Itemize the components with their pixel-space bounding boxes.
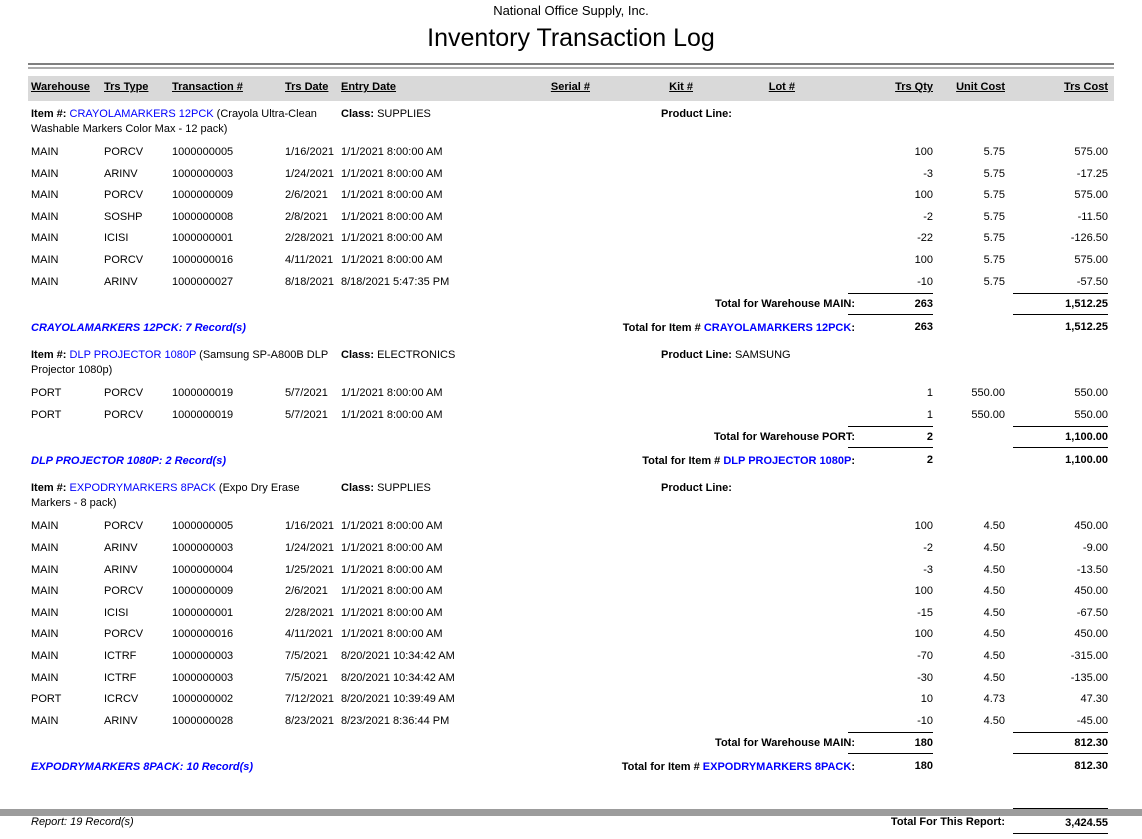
cell-trs-qty: -22: [917, 232, 933, 245]
item-total-prefix: Total for Item #: [642, 455, 721, 468]
cell-warehouse: MAIN: [31, 714, 59, 727]
cell-trs-date: 8/18/2021: [285, 275, 334, 288]
cell-unit-cost: 5.75: [983, 189, 1005, 202]
cell-trs-date: 1/16/2021: [285, 520, 334, 533]
cell-trs-type: PORCV: [104, 628, 144, 641]
cell-trs-date: 2/6/2021: [285, 189, 328, 202]
cell-trs-qty: -70: [917, 649, 933, 662]
warehouse-total-cost: 812.30: [1013, 732, 1108, 754]
item-total-label: [455, 761, 855, 773]
cell-transaction: 1000000004: [172, 563, 234, 576]
cell-transaction: 1000000001: [172, 232, 234, 245]
cell-trs-cost: 575.00: [1074, 146, 1108, 158]
cell-unit-cost: 5.75: [983, 167, 1005, 180]
product-line-value: SAMSUNG: [734, 349, 791, 362]
cell-transaction: 1000000016: [172, 628, 234, 641]
cell-warehouse: MAIN: [31, 541, 59, 554]
cell-transaction: 1000000001: [172, 606, 234, 619]
item-info: [31, 107, 331, 137]
item-info: [31, 348, 331, 378]
column-header-unit-cost: Unit Cost: [956, 81, 1005, 93]
item-total-cost: 812.30: [1074, 760, 1108, 773]
transaction-row: [0, 272, 1142, 294]
item-total-code-link[interactable]: DLP PROJECTOR 1080P: [723, 455, 852, 468]
item-code-link[interactable]: CRAYOLAMARKERS 12PCK: [69, 108, 214, 120]
item-total-prefix: Total for Item #: [622, 322, 701, 335]
cell-trs-type: ICISI: [104, 232, 129, 245]
cell-trs-cost: 450.00: [1074, 520, 1108, 533]
cell-entry-date: 1/1/2021 8:00:00 AM: [341, 253, 443, 266]
sections: [0, 107, 1142, 778]
item-info: [31, 481, 331, 511]
item-total-row: [0, 317, 1142, 339]
cell-transaction: 1000000027: [172, 275, 234, 288]
cell-unit-cost: 4.50: [983, 671, 1005, 684]
cell-trs-type: ARINV: [104, 563, 138, 576]
cell-trs-qty: -2: [923, 210, 933, 223]
cell-unit-cost: 4.50: [983, 714, 1005, 727]
cell-entry-date: 1/1/2021 8:00:00 AM: [341, 563, 443, 576]
class-label: Class:: [341, 482, 375, 495]
item-product-line: [661, 348, 791, 363]
cell-entry-date: 8/20/2021 10:34:42 AM: [341, 649, 455, 662]
section-rows: [0, 516, 1142, 732]
column-header-lot: Lot #: [768, 81, 795, 93]
transaction-row: [0, 624, 1142, 646]
cell-trs-qty: -10: [917, 714, 933, 727]
transaction-row: [0, 603, 1142, 625]
cell-entry-date: 8/20/2021 10:34:42 AM: [341, 671, 455, 684]
transaction-row: [0, 228, 1142, 250]
cell-warehouse: MAIN: [31, 189, 59, 202]
cell-trs-date: 2/28/2021: [285, 606, 334, 619]
cell-transaction: 1000000019: [172, 408, 234, 421]
cell-entry-date: 1/1/2021 8:00:00 AM: [341, 167, 443, 180]
class-value: ELECTRONICS: [377, 349, 456, 362]
item-number-label: Item #:: [31, 349, 67, 362]
item-section: [0, 107, 1142, 339]
cell-trs-qty: -30: [917, 671, 933, 684]
warehouse-total-row: [0, 426, 1142, 449]
cell-trs-type: ICTRF: [104, 671, 137, 684]
item-total-qty: 2: [926, 454, 933, 467]
cell-trs-qty: -3: [923, 167, 933, 180]
cell-trs-date: 2/8/2021: [285, 210, 328, 223]
cell-trs-type: ICTRF: [104, 649, 137, 662]
cell-unit-cost: 4.50: [983, 606, 1005, 619]
cell-unit-cost: 4.73: [983, 693, 1005, 706]
cell-trs-cost: 575.00: [1074, 253, 1108, 266]
cell-trs-cost: -315.00: [1070, 649, 1108, 662]
cell-trs-date: 7/12/2021: [285, 693, 334, 706]
cell-entry-date: 1/1/2021 8:00:00 AM: [341, 387, 443, 400]
transaction-row: [0, 689, 1142, 711]
cell-warehouse: MAIN: [31, 585, 59, 598]
cell-warehouse: MAIN: [31, 167, 59, 180]
cell-transaction: 1000000003: [172, 541, 234, 554]
warehouse-total-label: Total for Warehouse MAIN:: [715, 298, 855, 311]
column-header-serial: Serial #: [550, 81, 590, 93]
cell-trs-cost: -9.00: [1082, 541, 1108, 554]
cell-warehouse: MAIN: [31, 253, 59, 266]
transaction-row: [0, 207, 1142, 229]
cell-trs-cost: -57.50: [1076, 275, 1108, 288]
cell-entry-date: 1/1/2021 8:00:00 AM: [341, 628, 443, 641]
item-class: [341, 107, 431, 122]
cell-warehouse: MAIN: [31, 275, 59, 288]
cell-trs-date: 1/25/2021: [285, 563, 334, 576]
warehouse-total-row: [0, 293, 1142, 316]
cell-trs-date: 4/11/2021: [285, 253, 334, 266]
cell-warehouse: PORT: [31, 408, 62, 421]
cell-trs-cost: 575.00: [1074, 189, 1108, 202]
cell-trs-qty: 1: [926, 408, 933, 421]
transaction-row: [0, 581, 1142, 603]
transaction-row: [0, 383, 1142, 405]
cell-transaction: 1000000019: [172, 387, 234, 400]
cell-entry-date: 1/1/2021 8:00:00 AM: [341, 146, 443, 158]
cell-transaction: 1000000016: [172, 253, 234, 266]
transaction-row: [0, 164, 1142, 186]
item-section: [0, 348, 1142, 472]
cell-unit-cost: 5.75: [983, 210, 1005, 223]
transaction-row: [0, 668, 1142, 690]
warehouse-total-row: [0, 732, 1142, 755]
cell-transaction: 1000000002: [172, 693, 234, 706]
cell-trs-qty: 100: [914, 253, 933, 266]
cell-trs-cost: -45.00: [1076, 714, 1108, 727]
cell-trs-qty: 100: [914, 585, 933, 598]
cell-warehouse: PORT: [31, 693, 62, 706]
cell-entry-date: 1/1/2021 8:00:00 AM: [341, 541, 443, 554]
cell-warehouse: MAIN: [31, 649, 59, 662]
cell-trs-type: ICRCV: [104, 693, 139, 706]
cell-trs-qty: 1: [926, 387, 933, 400]
cell-entry-date: 8/20/2021 10:39:49 AM: [341, 693, 455, 706]
report-total-label: Total For This Report:: [890, 816, 1005, 829]
item-total-colon: :: [851, 761, 855, 774]
cell-unit-cost: 4.50: [983, 649, 1005, 662]
product-line-label: Product Line:: [661, 482, 732, 495]
transaction-row: [0, 538, 1142, 560]
item-code-link[interactable]: EXPODRYMARKERS 8PACK: [69, 482, 216, 495]
cell-entry-date: 1/1/2021 8:00:00 AM: [341, 210, 443, 223]
column-header-trs-date: Trs Date: [285, 81, 329, 93]
cell-unit-cost: 4.50: [983, 628, 1005, 641]
cell-unit-cost: 5.75: [983, 232, 1005, 245]
cell-trs-cost: 550.00: [1074, 387, 1108, 400]
cell-trs-date: 5/7/2021: [285, 408, 328, 421]
cell-transaction: 1000000009: [172, 189, 234, 202]
cell-warehouse: MAIN: [31, 671, 59, 684]
item-description: (Expo Dry Erase Markers - 8 pack): [31, 482, 300, 510]
cell-trs-cost: 550.00: [1074, 408, 1108, 421]
item-total-cost: 1,100.00: [1065, 454, 1108, 467]
item-total-colon: :: [851, 455, 855, 468]
cell-trs-date: 1/16/2021: [285, 146, 334, 158]
transaction-row: [0, 516, 1142, 538]
cell-transaction: 1000000005: [172, 146, 234, 158]
item-total-code-link[interactable]: CRAYOLAMARKERS 12PCK: [703, 322, 852, 335]
item-record-count: EXPODRYMARKERS 8PACK: 10 Record(s): [31, 761, 254, 774]
cell-transaction: 1000000003: [172, 167, 234, 180]
cell-entry-date: 8/23/2021 8:36:44 PM: [341, 714, 450, 727]
item-product-line: [661, 481, 732, 496]
column-header-warehouse: Warehouse: [31, 81, 90, 93]
cell-warehouse: MAIN: [31, 563, 59, 576]
cell-unit-cost: 4.50: [983, 585, 1005, 598]
item-header: [0, 348, 1142, 379]
cell-transaction: 1000000003: [172, 671, 234, 684]
cell-trs-date: 7/5/2021: [285, 649, 328, 662]
cell-trs-cost: -126.50: [1070, 232, 1108, 245]
cell-trs-cost: 47.30: [1080, 693, 1108, 706]
cell-unit-cost: 4.50: [983, 541, 1005, 554]
class-label: Class:: [341, 108, 375, 120]
divider-line-bottom: [28, 67, 1114, 69]
product-line-label: Product Line:: [661, 349, 732, 362]
item-section: [0, 481, 1142, 778]
transaction-row: [0, 185, 1142, 207]
transaction-row: [0, 711, 1142, 733]
cell-trs-cost: -135.00: [1070, 671, 1108, 684]
item-record-count: DLP PROJECTOR 1080P: 2 Record(s): [31, 455, 227, 468]
cell-entry-date: 1/1/2021 8:00:00 AM: [341, 232, 443, 245]
transaction-row: [0, 250, 1142, 272]
cell-warehouse: MAIN: [31, 146, 59, 158]
cell-trs-qty: 100: [914, 146, 933, 158]
cell-trs-qty: -2: [923, 541, 933, 554]
cell-trs-type: SOSHP: [104, 210, 143, 223]
transaction-row: [0, 142, 1142, 164]
cell-trs-type: ARINV: [104, 167, 138, 180]
cell-unit-cost: 5.75: [983, 253, 1005, 266]
cell-trs-cost: 450.00: [1074, 628, 1108, 641]
cell-transaction: 1000000009: [172, 585, 234, 598]
class-value: SUPPLIES: [377, 108, 431, 120]
column-header-trs-qty: Trs Qty: [895, 81, 933, 93]
cell-trs-date: 1/24/2021: [285, 167, 334, 180]
cell-trs-type: PORCV: [104, 387, 144, 400]
column-header-entry-date: Entry Date: [341, 81, 397, 93]
item-total-row: [0, 450, 1142, 472]
item-product-line: [661, 107, 732, 122]
cell-trs-qty: 10: [920, 693, 933, 706]
item-class: [341, 481, 431, 496]
transaction-row: [0, 560, 1142, 582]
cell-warehouse: MAIN: [31, 606, 59, 619]
class-label: Class:: [341, 349, 375, 362]
cell-trs-type: PORCV: [104, 253, 144, 266]
item-total-row: [0, 756, 1142, 778]
cell-unit-cost: 550.00: [971, 408, 1005, 421]
cell-trs-type: PORCV: [104, 585, 144, 598]
item-class: [341, 348, 455, 363]
item-code-link[interactable]: DLP PROJECTOR 1080P: [69, 349, 197, 362]
cell-trs-cost: 450.00: [1074, 585, 1108, 598]
cell-warehouse: MAIN: [31, 520, 59, 533]
cell-unit-cost: 5.75: [983, 275, 1005, 288]
item-total-qty: 180: [914, 760, 933, 773]
product-line-label: Product Line:: [661, 108, 732, 120]
column-header-trs-cost: Trs Cost: [1063, 81, 1108, 93]
cell-trs-qty: -3: [923, 563, 933, 576]
cell-trs-date: 1/24/2021: [285, 541, 334, 554]
cell-trs-qty: -15: [917, 606, 933, 619]
cell-trs-cost: -67.50: [1076, 606, 1108, 619]
item-description: (Crayola Ultra-Clean Washable Markers Color Max - 12 pack): [31, 108, 317, 135]
report-title: Inventory Transaction Log: [427, 24, 715, 52]
cell-trs-date: 8/23/2021: [285, 714, 334, 727]
company-name: National Office Supply, Inc.: [493, 3, 649, 18]
item-record-count: CRAYOLAMARKERS 12PCK: 7 Record(s): [31, 322, 246, 335]
cell-trs-date: 2/28/2021: [285, 232, 334, 245]
cell-trs-type: ARINV: [104, 714, 138, 727]
cell-entry-date: 8/18/2021 5:47:35 PM: [341, 275, 450, 288]
cell-trs-cost: -11.50: [1077, 210, 1108, 223]
cell-trs-cost: -13.50: [1076, 563, 1108, 576]
cell-trs-date: 2/6/2021: [285, 585, 328, 598]
cell-trs-type: ICISI: [104, 606, 129, 619]
warehouse-total-label: Total for Warehouse PORT:: [713, 431, 855, 444]
cell-trs-date: 4/11/2021: [285, 628, 334, 641]
item-total-cost: 1,512.25: [1065, 321, 1108, 334]
cell-entry-date: 1/1/2021 8:00:00 AM: [341, 189, 443, 202]
cell-warehouse: PORT: [31, 387, 62, 400]
column-header-trs-type: Trs Type: [104, 81, 149, 93]
warehouse-total-qty: 180: [848, 732, 933, 754]
warehouse-total-cost: 1,512.25: [1013, 293, 1108, 315]
item-total-colon: :: [851, 322, 855, 335]
cell-unit-cost: 5.75: [983, 146, 1005, 158]
item-header: [0, 481, 1142, 512]
item-total-label: [455, 322, 855, 334]
cell-transaction: 1000000028: [172, 714, 234, 727]
report-total-value: 3,424.55: [1013, 808, 1108, 834]
item-number-label: Item #:: [31, 482, 67, 495]
cell-entry-date: 1/1/2021 8:00:00 AM: [341, 585, 443, 598]
cell-trs-qty: 100: [914, 628, 933, 641]
section-rows: [0, 142, 1142, 293]
warehouse-total-qty: 263: [848, 293, 933, 315]
cell-unit-cost: 550.00: [971, 387, 1005, 400]
cell-trs-type: PORCV: [104, 146, 144, 158]
cell-transaction: 1000000005: [172, 520, 234, 533]
cell-unit-cost: 4.50: [983, 520, 1005, 533]
cell-trs-type: ARINV: [104, 275, 138, 288]
cell-unit-cost: 4.50: [983, 563, 1005, 576]
cell-entry-date: 1/1/2021 8:00:00 AM: [341, 408, 443, 421]
warehouse-total-qty: 2: [848, 426, 933, 448]
transaction-row: [0, 405, 1142, 427]
cell-transaction: 1000000003: [172, 649, 234, 662]
item-total-code-link[interactable]: EXPODRYMARKERS 8PACK: [702, 761, 852, 774]
cell-trs-qty: 100: [914, 189, 933, 202]
cell-trs-type: ARINV: [104, 541, 138, 554]
cell-warehouse: MAIN: [31, 232, 59, 245]
bottom-scrollbar-track[interactable]: [0, 809, 1142, 816]
cell-transaction: 1000000008: [172, 210, 234, 223]
cell-warehouse: MAIN: [31, 628, 59, 641]
header-divider: [28, 63, 1114, 69]
column-header-row: [28, 76, 1114, 101]
class-value: SUPPLIES: [377, 482, 431, 495]
item-description: (Samsung SP-A800B DLP Projector 1080p): [31, 349, 328, 377]
cell-warehouse: MAIN: [31, 210, 59, 223]
cell-entry-date: 1/1/2021 8:00:00 AM: [341, 606, 443, 619]
item-total-prefix: Total for Item #: [621, 761, 700, 774]
cell-entry-date: 1/1/2021 8:00:00 AM: [341, 520, 443, 533]
cell-trs-type: PORCV: [104, 189, 144, 202]
item-total-label: [455, 455, 855, 467]
section-rows: [0, 383, 1142, 426]
column-header-transaction: Transaction #: [172, 81, 243, 93]
cell-trs-date: 7/5/2021: [285, 671, 328, 684]
cell-trs-type: PORCV: [104, 408, 144, 421]
report-record-count: Report: 19 Record(s): [31, 816, 134, 829]
warehouse-total-label: Total for Warehouse MAIN:: [715, 737, 855, 750]
item-number-label: Item #:: [31, 108, 67, 120]
cell-trs-qty: 100: [914, 520, 933, 533]
item-total-qty: 263: [914, 321, 933, 334]
cell-trs-date: 5/7/2021: [285, 387, 328, 400]
transaction-row: [0, 646, 1142, 668]
warehouse-total-cost: 1,100.00: [1013, 426, 1108, 448]
cell-trs-type: PORCV: [104, 520, 144, 533]
cell-trs-cost: -17.25: [1076, 167, 1108, 180]
item-header: [0, 107, 1142, 138]
cell-trs-qty: -10: [917, 275, 933, 288]
column-header-kit: Kit #: [669, 81, 693, 93]
